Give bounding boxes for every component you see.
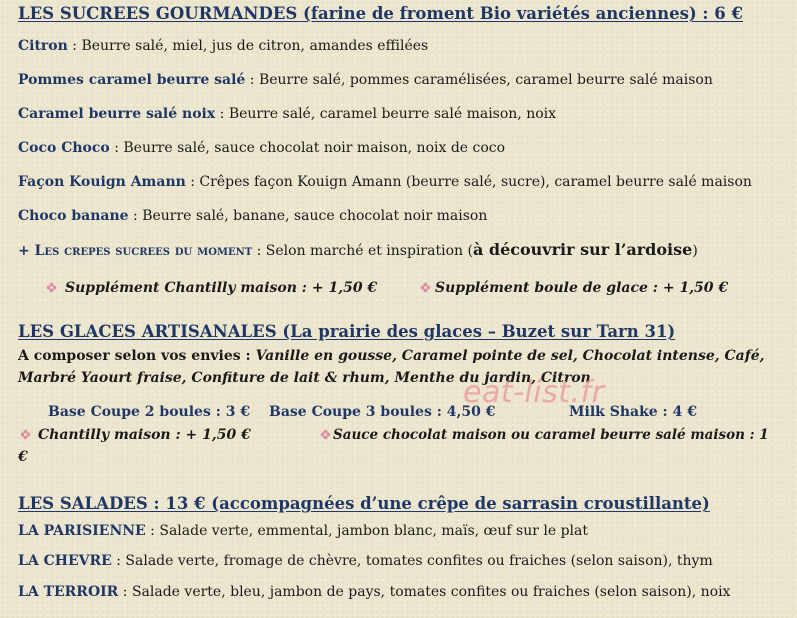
flower-icon: [420, 282, 431, 293]
flower-icon: [20, 429, 31, 440]
item-desc: : Salade verte, emmental, jambon blanc, maïs, œuf sur le plat: [145, 523, 589, 539]
supplement-text: Supplément boule de glace : + 1,50 €: [435, 280, 729, 296]
supplement-sauce: [320, 427, 769, 443]
watermark: eat-list.fr: [463, 375, 605, 410]
item-desc: : Salade verte, fromage de chèvre, tomates confites ou fraiches (selon saison), thym: [111, 553, 713, 569]
moment-end: ): [692, 243, 698, 259]
item-name: Choco banane: [18, 208, 129, 224]
glaces-flavours: Marbré Yaourt fraise, Confiture de lait & rhum, Menthe du jardin, Citron: [18, 370, 591, 386]
item-name: Caramel beurre salé noix: [18, 106, 216, 122]
menu-item: [18, 72, 713, 88]
menu-item: [18, 523, 588, 539]
section-title-sucrees: LES SUCREES GOURMANDES (farine de froment Bio variétés anciennes) : 6 €: [18, 4, 743, 23]
item-desc: : Salade verte, bleu, jambon de pays, tomates confites ou fraiches (selon saison), noix: [118, 584, 731, 600]
price-milkshake: Milk Shake : 4 €: [569, 404, 697, 420]
glaces-flavours-1: [18, 348, 765, 364]
item-desc: : Beurre salé, pommes caramélisées, caramel beurre salé maison: [245, 72, 713, 88]
menu-item: [18, 208, 487, 224]
moment-name: Les crepes sucrees du moment: [34, 243, 253, 259]
section-title-salades: LES SALADES : 13 € (accompagnées d’une crêpe de sarrasin croustillante): [18, 494, 710, 513]
item-desc: : Beurre salé, miel, jus de citron, amandes effilées: [67, 38, 429, 54]
supplement-chantilly-glace: [20, 427, 251, 443]
menu-item: [18, 106, 556, 122]
item-name: LA CHEVRE: [18, 553, 112, 569]
supplement-text: Chantilly maison : + 1,50 €: [38, 427, 251, 443]
item-name: LA PARISIENNE: [18, 523, 146, 539]
item-desc: : Beurre salé, sauce chocolat noir maison, noix de coco: [109, 140, 506, 156]
supplement-text: Sauce chocolat maison ou caramel beurre salé maison : 1: [333, 427, 769, 443]
section-title-glaces: LES GLACES ARTISANALES (La prairie des glaces – Buzet sur Tarn 31): [18, 322, 676, 341]
supplement-text: Supplément Chantilly maison : + 1,50 €: [65, 280, 378, 296]
menu-item: [18, 584, 730, 600]
moment-desc: : Selon marché et inspiration (: [252, 243, 473, 259]
item-name: Citron: [18, 38, 68, 54]
item-name: Pommes caramel beurre salé: [18, 72, 246, 88]
menu-item: [18, 174, 752, 190]
item-desc: : Crêpes façon Kouign Amann (beurre salé, sucre), caramel beurre salé maison: [185, 174, 752, 190]
menu-item: [18, 38, 428, 54]
flower-icon: [320, 429, 331, 440]
flower-icon: [46, 282, 57, 293]
price-coupe-3: Base Coupe 3 boules : 4,50 €: [269, 404, 496, 420]
menu-item: [18, 553, 713, 569]
item-name: Coco Choco: [18, 140, 110, 156]
supplement-sauce-cont: €: [18, 449, 28, 465]
supplement-chantilly: [46, 280, 377, 296]
supplement-glace: [420, 280, 728, 296]
item-desc: : Beurre salé, caramel beurre salé maison, noix: [215, 106, 557, 122]
item-desc: : Beurre salé, banane, sauce chocolat noir maison: [128, 208, 488, 224]
glaces-intro: A composer selon vos envies :: [18, 348, 256, 364]
glaces-flavours: Vanille en gousse, Caramel pointe de sel, Chocolat intense, Café,: [255, 348, 765, 364]
item-name: LA TERROIR: [18, 584, 119, 600]
moment-line: [18, 240, 698, 259]
moment-prefix: +: [18, 243, 35, 259]
moment-strong: à découvrir sur l’ardoise: [472, 240, 693, 259]
item-name: Façon Kouign Amann: [18, 174, 186, 190]
price-coupe-2: Base Coupe 2 boules : 3 €: [48, 404, 251, 420]
menu-item: [18, 140, 505, 156]
